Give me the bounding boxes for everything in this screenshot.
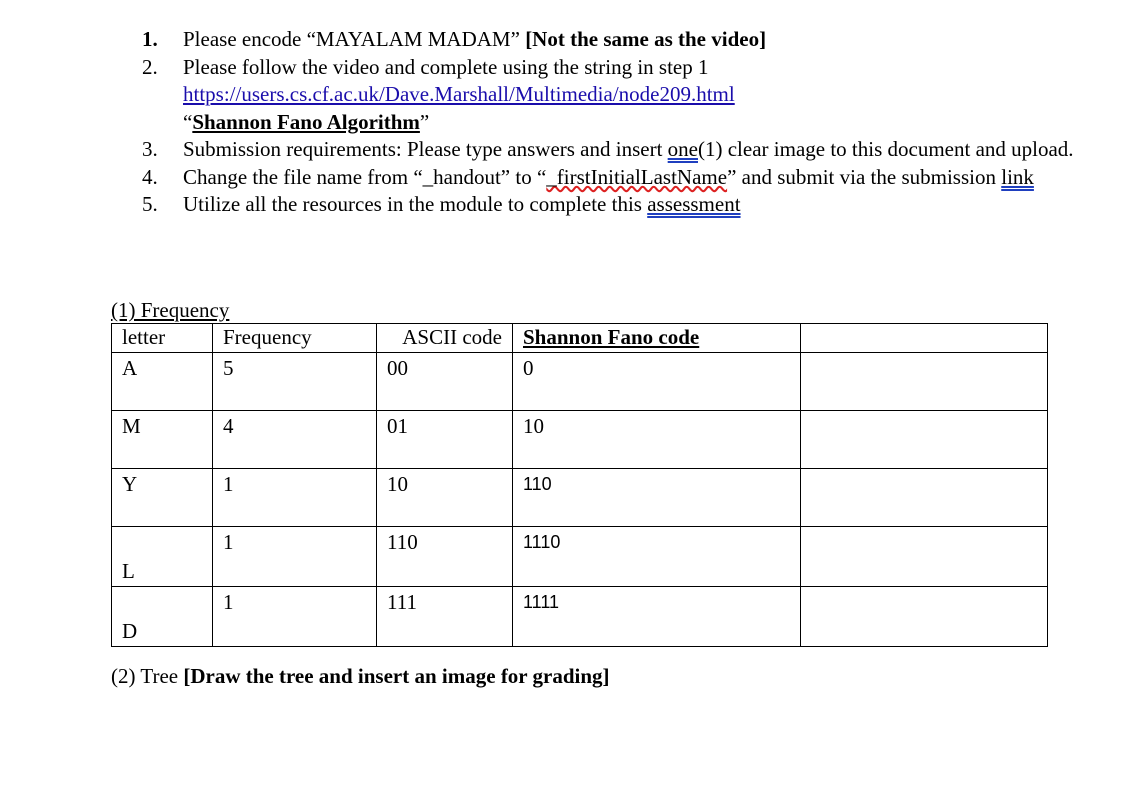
cell-letter: A (112, 353, 213, 411)
table-header-row (112, 324, 1048, 353)
instruction-text-after: (1) clear image to this document and upload. (698, 137, 1074, 161)
instruction-text-before: Change the file name from “_handout” to “ (183, 164, 547, 189)
instruction-text-before: Submission requirements: Please type answers and insert (183, 137, 668, 161)
section-frequency-title: (1) Frequency (111, 298, 230, 322)
cell-extra (801, 353, 1048, 411)
quote-close: ” (419, 109, 430, 134)
cell-letter: D (112, 587, 213, 647)
instruction-text: Please follow the video and complete using the string in step 1 (183, 54, 709, 79)
reference-link[interactable]: https://users.cs.cf.ac.uk/Dave.Marshall/Multimedia/node209.html (183, 82, 735, 106)
instruction-text: Please encode “MAYALAM MADAM” (183, 27, 526, 51)
cell-letter: L (112, 527, 213, 587)
section-tree-title (111, 663, 610, 689)
cell-extra (801, 469, 1048, 527)
filename-pattern: _firstInitialLastName (546, 164, 728, 189)
cell-code: 1111 (513, 587, 801, 647)
instruction-3 (142, 136, 1102, 164)
table-row (112, 469, 1048, 527)
cell-frequency: 1 (213, 587, 377, 647)
instruction-text-after: ” and submit via the submission (727, 164, 1002, 189)
quote-open: “ (183, 109, 193, 134)
tree-title-text: (2) Tree (111, 664, 184, 688)
cell-letter: Y (112, 469, 213, 527)
header-ascii-code: ASCII code (377, 324, 513, 353)
header-letter: letter (112, 324, 213, 353)
cell-ascii: 01 (377, 411, 513, 469)
cell-ascii: 10 (377, 469, 513, 527)
instruction-number: 4. (142, 164, 158, 189)
instruction-2 (142, 54, 1102, 137)
cell-code: 10 (513, 411, 801, 469)
cell-extra (801, 587, 1048, 647)
cell-frequency: 1 (213, 527, 377, 587)
cell-code: 1110 (513, 527, 801, 587)
instructions-list (142, 26, 1102, 219)
instruction-number: 1. (142, 27, 158, 51)
frequency-table (111, 323, 1048, 647)
cell-code: 110 (513, 469, 801, 527)
instruction-number: 3. (142, 137, 158, 161)
instruction-number: 5. (142, 192, 158, 216)
cell-ascii: 111 (377, 587, 513, 647)
table-row (112, 527, 1048, 587)
cell-code: 0 (513, 353, 801, 411)
cell-extra (801, 527, 1048, 587)
instruction-number: 2. (142, 54, 158, 79)
instruction-text-before: Utilize all the resources in the module to complete this (183, 192, 648, 216)
underlined-word: one (667, 137, 698, 161)
table-row (112, 353, 1048, 411)
cell-frequency: 1 (213, 469, 377, 527)
instruction-5 (142, 191, 1102, 219)
table-row (112, 587, 1048, 647)
cell-ascii: 00 (377, 353, 513, 411)
cell-ascii: 110 (377, 527, 513, 587)
instruction-bold-note: [Not the same as the video] (525, 27, 767, 51)
instruction-1 (142, 26, 1102, 54)
table-row (112, 411, 1048, 469)
submission-link[interactable]: link (1001, 164, 1034, 189)
cell-frequency: 5 (213, 353, 377, 411)
cell-frequency: 4 (213, 411, 377, 469)
algorithm-title: Shannon Fano Algorithm (192, 109, 420, 134)
cell-extra (801, 411, 1048, 469)
underlined-word: assessment (647, 192, 741, 216)
tree-instruction: [Draw the tree and insert an image for grading] (183, 664, 610, 688)
instruction-4 (142, 164, 1102, 192)
header-shannon-fano-code: Shannon Fano code (513, 324, 801, 353)
cell-letter: M (112, 411, 213, 469)
header-empty (801, 324, 1048, 353)
header-frequency: Frequency (213, 324, 377, 353)
